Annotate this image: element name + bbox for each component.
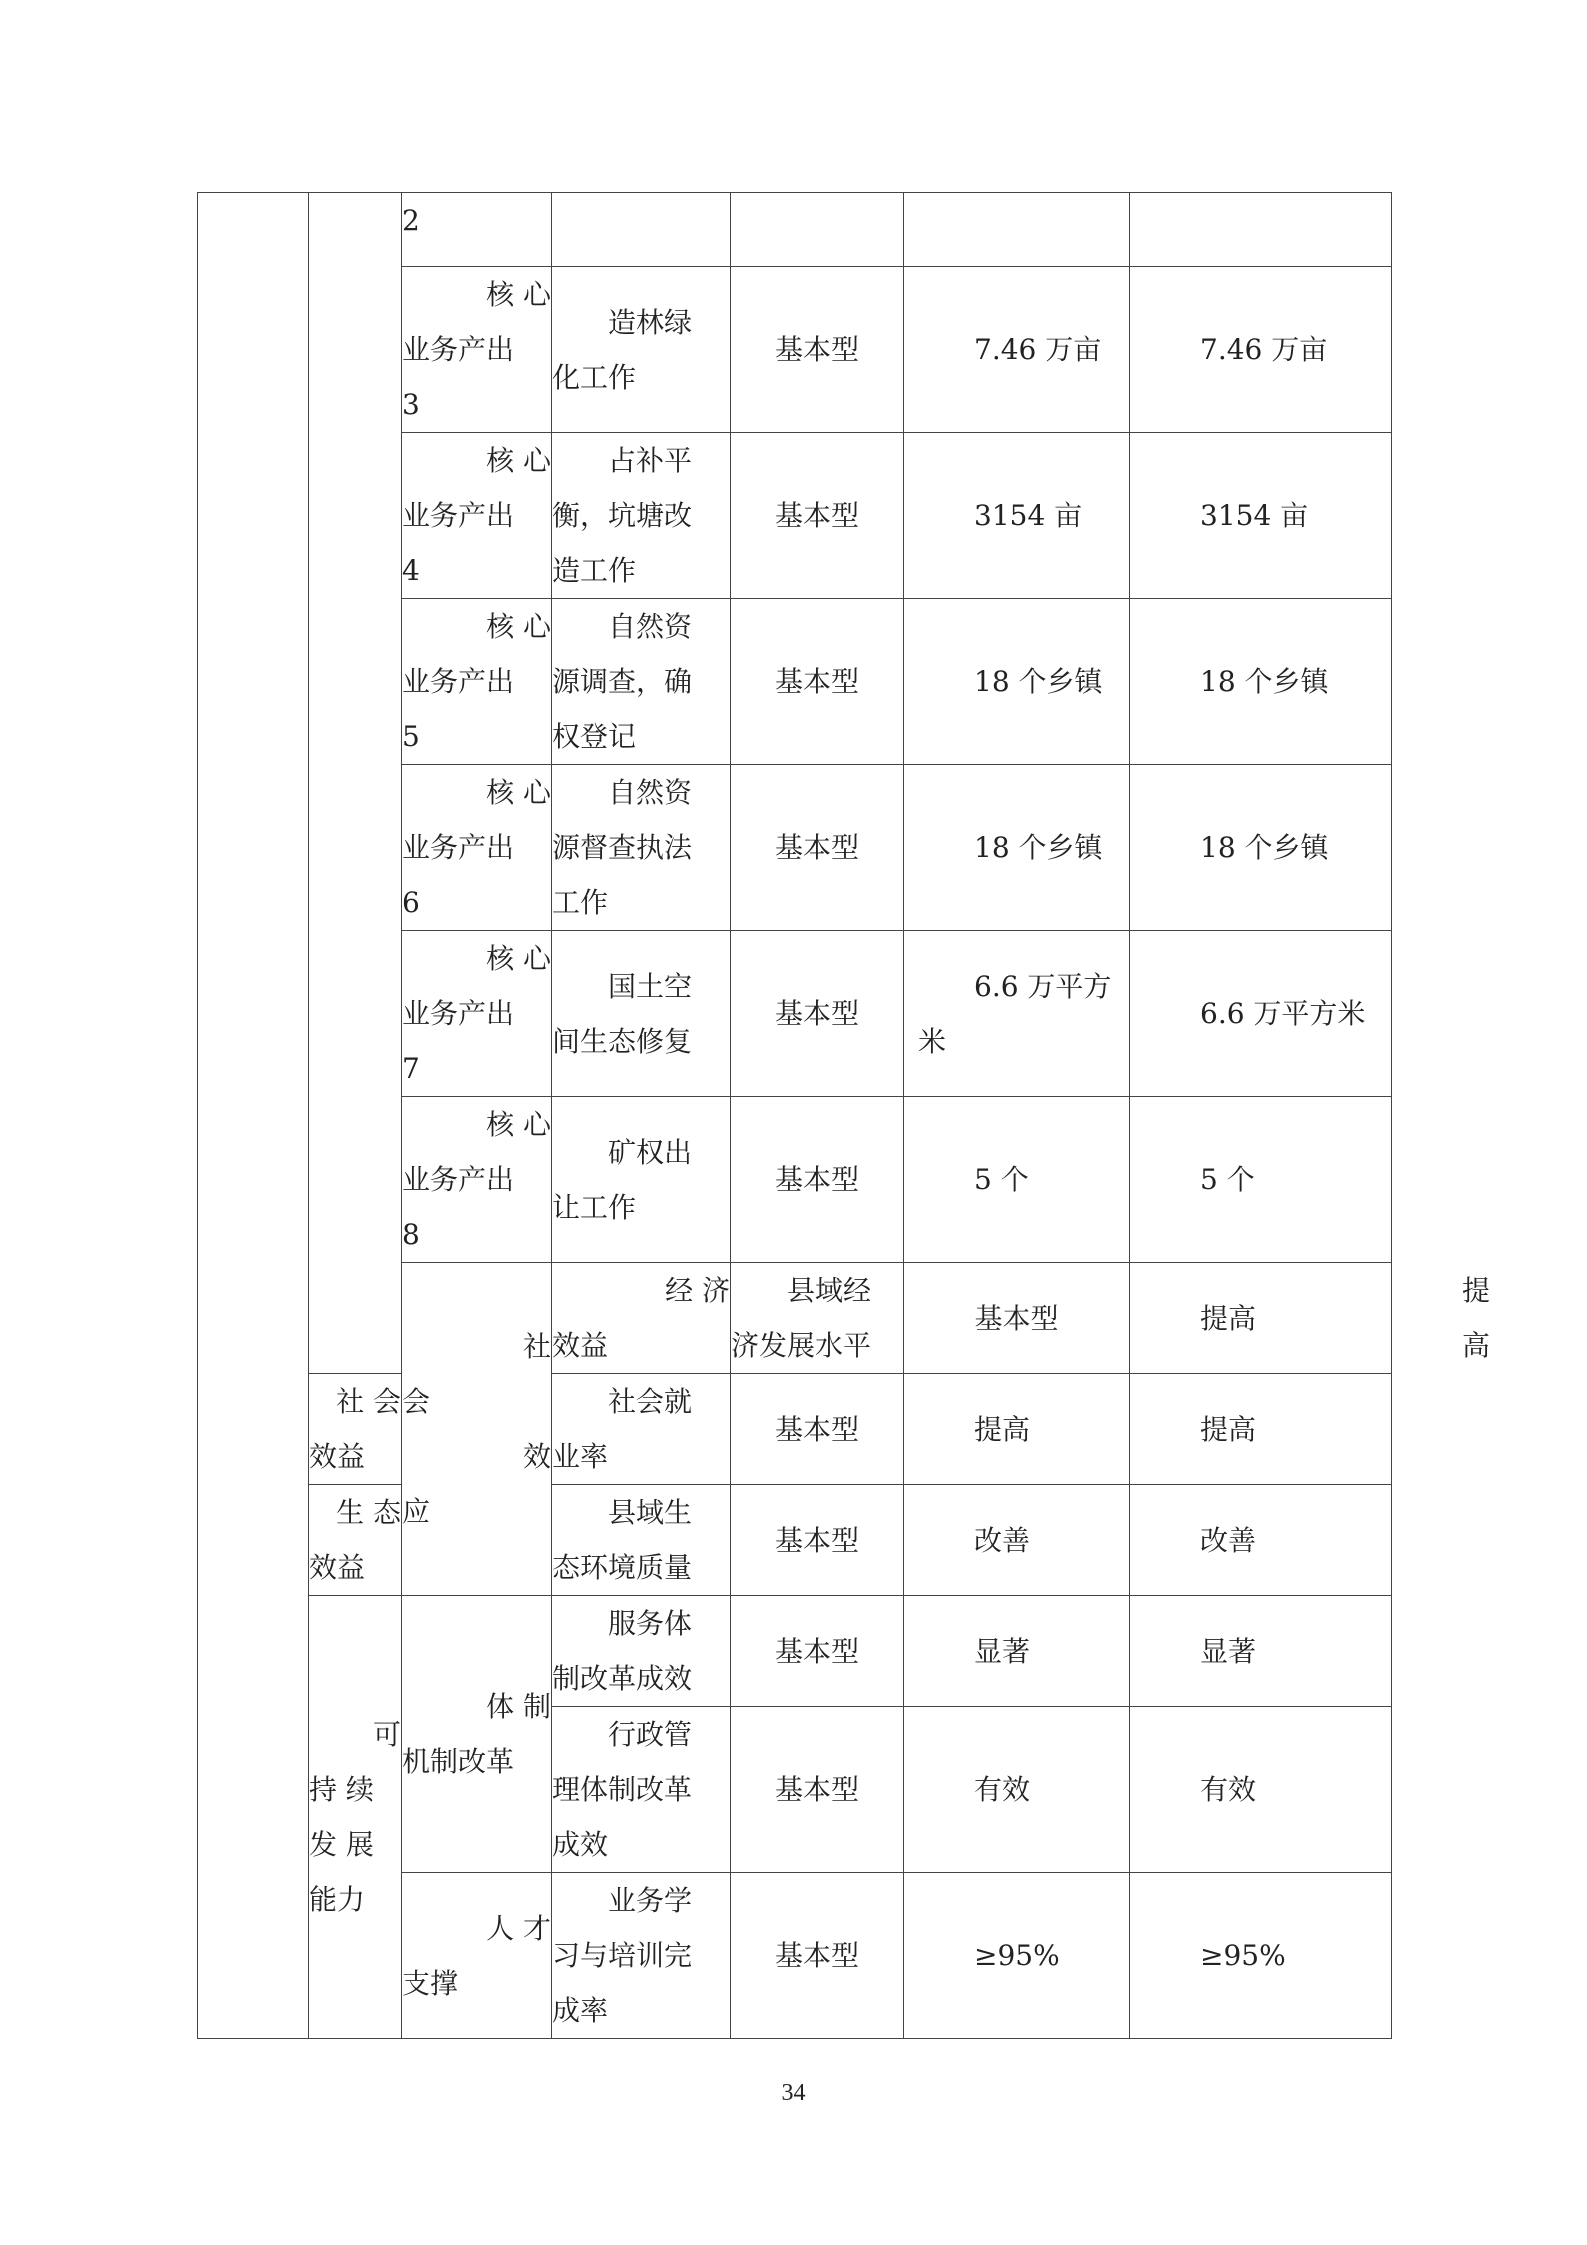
indicator-code-cell [402, 599, 552, 765]
group-label-line: 发 展 [309, 1828, 374, 1861]
indicator-code-line: 社 会 [336, 1385, 401, 1418]
indicator-code-cell [402, 433, 552, 599]
actual-cell: 提高 [1130, 1374, 1392, 1485]
target-cell: 改善 [904, 1485, 1130, 1596]
task-cell [552, 193, 731, 267]
actual-cell [1130, 193, 1392, 267]
task-line: 自然资 [608, 776, 693, 809]
actual-cell: 6.6 万平方米 [1130, 931, 1392, 1097]
task-cell [552, 599, 731, 765]
indicator-code-cell [402, 931, 552, 1097]
group-label-line: 持 续 [309, 1773, 374, 1806]
indicator-code-line: 核 心 [486, 278, 551, 311]
task-line: 业务学 [608, 1884, 693, 1917]
type-cell: 基本型 [731, 931, 904, 1097]
table-row: 社 会 效 应 经 济 效益 县域经 济发展水平 基本型 提高 提高 [198, 1263, 1392, 1374]
task-line: 县域生 [608, 1496, 693, 1529]
actual-cell: 3154 亩 [1130, 433, 1392, 599]
indicator-code-line: 支撑 [402, 1966, 459, 2000]
target-cell: 有效 [904, 1707, 1130, 1873]
task-line: 社会就 [608, 1385, 693, 1418]
indicator-code-cell [402, 267, 552, 433]
indicator-code-line: 效益 [552, 1329, 609, 1362]
target-cell: 5 个 [904, 1097, 1130, 1263]
type-cell: 基本型 [731, 1707, 904, 1873]
indicator-code-line: 业务产出 [402, 831, 515, 864]
indicator-code-line: 业务产出 [402, 1163, 515, 1196]
group-label-line: 能力 [309, 1883, 366, 1916]
target-cell: 提高 [904, 1374, 1130, 1485]
indicator-code-cell [402, 1873, 552, 2039]
target-cell: 提高 [1130, 1263, 1392, 1374]
indicator-code-line: 4 [402, 554, 420, 587]
indicator-code-cell [402, 1596, 552, 1873]
task-cell [552, 1485, 731, 1596]
indicator-code-cell [552, 1263, 731, 1374]
indicator-code-line: 核 心 [486, 776, 551, 809]
target-cell: ≥95% [904, 1873, 1130, 2039]
table-row [198, 1485, 1392, 1596]
type-cell: 基本型 [731, 599, 904, 765]
target-cell: 18 个乡镇 [904, 599, 1130, 765]
group-label-line: 可 [372, 1718, 401, 1751]
indicator-code-line: 业务产出 [402, 499, 515, 532]
task-line: 造林绿 [608, 305, 693, 339]
type-cell: 基本型 [731, 1097, 904, 1263]
social-effect-label-cell [402, 1263, 552, 1596]
indicator-code-text: 2 [402, 204, 420, 237]
actual-cell: 改善 [1130, 1485, 1392, 1596]
table-row [198, 1374, 1392, 1485]
indicator-code-cell [309, 1485, 402, 1596]
task-line: 权登记 [552, 720, 637, 753]
task-line: 理体制改革 [552, 1773, 693, 1806]
indicator-code-cell [402, 1097, 552, 1263]
indicator-code-cell [309, 1374, 402, 1485]
target-cell: 显著 [904, 1596, 1130, 1707]
indicator-code-line: 8 [402, 1218, 420, 1251]
table-row [198, 1596, 1392, 1707]
type-cell: 基本型 [731, 433, 904, 599]
task-line: 制改革成效 [552, 1662, 693, 1695]
task-cell [552, 765, 731, 931]
task-line: 国土空 [608, 969, 693, 1003]
target-cell [904, 193, 1130, 267]
task-line: 化工作 [552, 360, 637, 394]
task-cell [552, 433, 731, 599]
group-label-line: 会 [402, 1385, 431, 1418]
task-line: 业率 [552, 1440, 609, 1473]
task-cell [552, 1707, 731, 1873]
indicator-code-line: 业务产出 [402, 665, 515, 698]
actual-cell: 5 个 [1130, 1097, 1392, 1263]
actual-cell: ≥95% [1130, 1873, 1392, 2039]
target-cell [904, 931, 1130, 1097]
group-label-line: 社 [522, 1330, 551, 1363]
task-cell [552, 1097, 731, 1263]
indicator-code-line: 经 济 [665, 1274, 730, 1307]
task-line: 态环境质量 [552, 1551, 693, 1584]
type-cell [731, 193, 904, 267]
indicator-code-line: 效益 [309, 1551, 366, 1584]
task-cell [552, 1596, 731, 1707]
performance-table [197, 192, 1491, 2039]
group-label-line: 应 [402, 1495, 431, 1528]
indicator-code-line: 核 心 [486, 1108, 551, 1141]
task-line: 工作 [552, 886, 609, 919]
indicator-code-line: 6 [402, 886, 420, 919]
target-cell: 3154 亩 [904, 433, 1130, 599]
type-cell: 基本型 [731, 765, 904, 931]
task-cell [552, 931, 731, 1097]
task-line: 济发展水平 [731, 1329, 872, 1362]
target-cell: 7.46 万亩 [904, 267, 1130, 433]
task-line: 自然资 [608, 610, 693, 643]
type-cell: 基本型 [731, 1485, 904, 1596]
task-line: 占补平 [608, 444, 693, 477]
task-line: 源督查执法 [552, 831, 693, 864]
type-cell: 基本型 [731, 267, 904, 433]
target-value: 6.6 万平方米 [918, 969, 1112, 1058]
indicator-code-line: 7 [402, 1052, 420, 1085]
task-cell [552, 267, 731, 433]
indicator-code-line: 3 [402, 388, 420, 421]
task-line: 成率 [552, 1994, 609, 2027]
actual-cell: 有效 [1130, 1707, 1392, 1873]
sustainability-label-cell [309, 1596, 402, 2039]
indicator-code-line: 核 心 [486, 610, 551, 643]
target-cell: 18 个乡镇 [904, 765, 1130, 931]
indicator-code-line: 核 心 [486, 444, 551, 477]
type-cell: 基本型 [731, 1873, 904, 2039]
page-number: 34 [781, 2080, 806, 2106]
indicator-code-line: 业务产出 [402, 333, 515, 366]
indicator-code-line: 业务产出 [402, 997, 515, 1030]
indicator-code-line: 体 制 [486, 1690, 551, 1723]
actual-cell: 7.46 万亩 [1130, 267, 1392, 433]
task-line: 习与培训完 [552, 1939, 693, 1972]
table-row [198, 193, 1392, 267]
task-line: 衡，坑塘改 [552, 499, 693, 532]
indicator-code-line: 人 才 [486, 1911, 551, 1945]
indicator-code-line: 机制改革 [402, 1745, 515, 1778]
task-cell [552, 1374, 731, 1485]
task-line: 间生态修复 [552, 1024, 693, 1058]
indicator-code-cell [402, 765, 552, 931]
task-cell [731, 1263, 904, 1374]
task-line: 成效 [552, 1828, 609, 1861]
indicator-code-cell [402, 193, 552, 267]
task-line: 造工作 [552, 554, 637, 587]
task-cell [552, 1873, 731, 2039]
task-line: 让工作 [552, 1190, 637, 1224]
type-cell: 基本型 [731, 1596, 904, 1707]
task-line: 行政管 [608, 1718, 693, 1751]
actual-cell: 18 个乡镇 [1130, 765, 1392, 931]
type-cell: 基本型 [904, 1263, 1130, 1374]
indicator-code-line: 生 态 [336, 1496, 401, 1529]
task-line: 县域经 [787, 1274, 872, 1307]
type-cell: 基本型 [731, 1374, 904, 1485]
task-line: 矿权出 [608, 1135, 693, 1169]
task-line: 服务体 [608, 1607, 693, 1640]
actual-cell: 18 个乡镇 [1130, 599, 1392, 765]
actual-cell: 显著 [1130, 1596, 1392, 1707]
group-label-line: 效 [522, 1440, 551, 1473]
second-column-empty-cell [309, 193, 402, 1374]
indicator-code-line: 5 [402, 720, 420, 753]
task-line: 源调查，确 [552, 665, 693, 698]
first-column-empty-cell [198, 193, 309, 2039]
indicator-code-line: 效益 [309, 1440, 366, 1473]
indicator-code-line: 核 心 [486, 942, 551, 975]
